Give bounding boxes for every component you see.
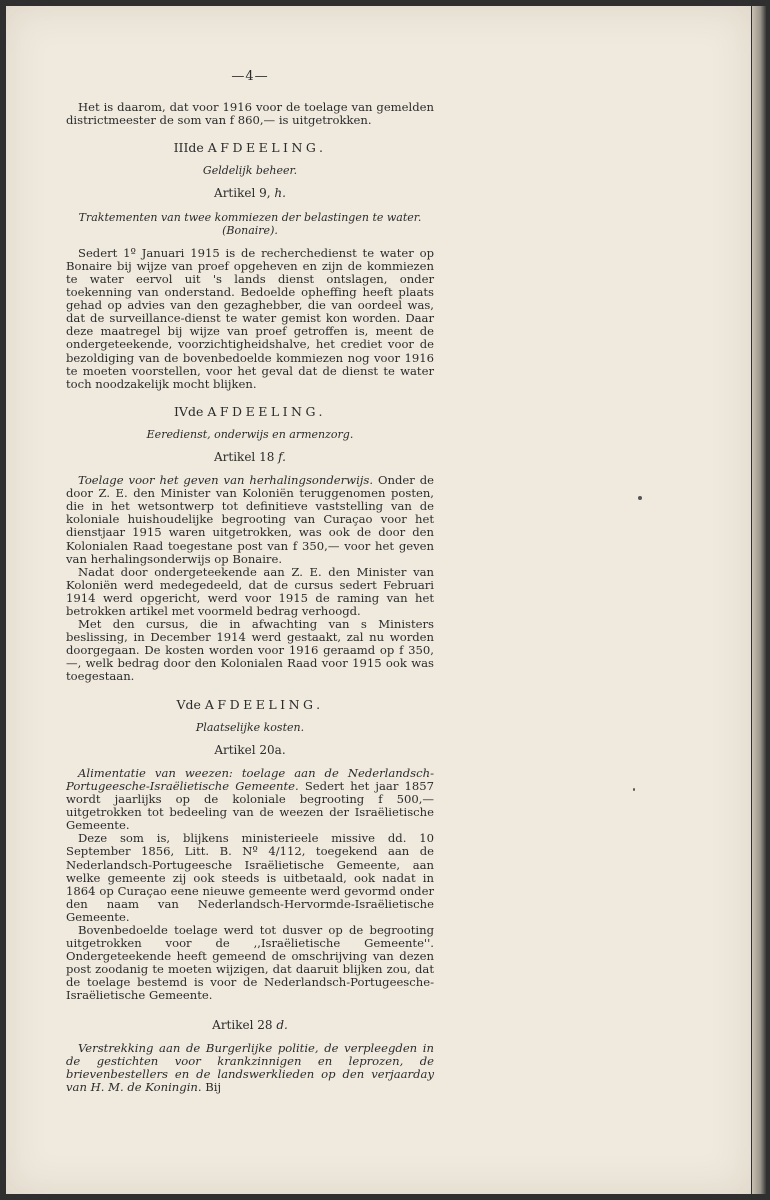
article-heading xyxy=(66,451,434,464)
heading-number: Vde xyxy=(176,696,201,712)
heading-word: AFDEELING. xyxy=(207,140,327,156)
article-letter: h. xyxy=(274,186,286,201)
article-letter: d. xyxy=(276,1017,288,1032)
article-heading xyxy=(66,1019,434,1032)
section-heading-3 xyxy=(66,141,434,154)
article-label: Artikel 9, xyxy=(214,186,271,201)
paragraph-lead: Toelage voor het geven van herhalingsonderwijs. xyxy=(78,473,374,488)
article-label: Artikel 18 xyxy=(213,449,275,464)
paragraph xyxy=(66,474,434,566)
section-heading-4 xyxy=(66,405,434,418)
paragraph: Nadat door ondergeteekende aan Z. E. den Minister van Koloniën werd medegedeeld, dat de cursus sedert Februari 1914 werd opgericht, werd voor 1915 de raming van het betrokken artikel met voormeld bedrag verhoogd. xyxy=(66,564,434,618)
speck-mark xyxy=(633,788,635,791)
speck-mark xyxy=(638,496,642,500)
heading-word: AFDEELING. xyxy=(207,403,327,419)
paragraph: Bovenbedoelde toelage werd tot dusver op de begrooting uitgetrokken voor de ,,Israëlietische Gemeente''. Ondergeteekende heeft gemeend de omschrijving van dezen post zoodanig te moeten wijzigen, dat daaruit blijken zou, dat de toelage bestemd is voor de Nederlandsch-Portugeesche-Israëlietische Gemeente. xyxy=(66,922,434,1003)
item-place: (Bonaire). xyxy=(222,223,278,237)
paragraph: Deze som is, blijkens ministerieele missive dd. 10 September 1856, Litt. B. Nº 4/112, toegekend aan de Nederlandsch-Portugeesche Israëlietische Gemeente, aan welke gemeente zij ook steeds is uitbetaald, ook nadat in 1864 op Curaçao eene nieuwe gemeente werd gevormd onder den naam van Nederlandsch-Hervormde-Israëlietische Gemeente. xyxy=(66,831,434,924)
section-subtitle: Eeredienst, onderwijs en armenzorg. xyxy=(146,427,354,441)
article-heading: Artikel 20a. xyxy=(214,742,286,757)
section-subtitle: Geldelijk beheer. xyxy=(202,164,298,178)
section-subtitle: Plaatselijke kosten. xyxy=(195,720,305,734)
heading-word: AFDEELING. xyxy=(204,696,324,712)
page-edge xyxy=(752,6,766,1194)
paragraph-text: Bij xyxy=(205,1079,222,1094)
heading-number: IVde xyxy=(173,403,204,419)
article-letter: f. xyxy=(278,449,286,464)
paragraph-lead: Verstrekking aan de Burgerlijke politie, de verpleegden in de gestichten voor krankzinnigen en leprozen, de brievenbestellers en de landswerklieden op den verjaarday van H. M. de Koningin. xyxy=(66,1040,434,1094)
heading-number: IIIde xyxy=(173,140,204,156)
document-page xyxy=(6,6,751,1194)
paragraph-text: Sedert het jaar 1857 wordt jaarlijks op de koloniale begrooting f 500,— uitgetrokken tot bedeeling van de weezen der Israëlietische Gemeente. xyxy=(66,778,434,833)
article-heading xyxy=(66,187,434,200)
paragraph xyxy=(66,1042,434,1094)
item-title: Traktementen van twee kommiezen der belastingen te water. xyxy=(78,210,422,224)
paragraph-text: Onder de door Z. E. den Minister van Koloniën teruggenomen posten, die in het wetsontwerp tot definitieve vaststelling van de koloniale huishoudelijke begrooting van Curaçao voor het dienstjaar 1915 waren uitgetrokken, was ook de door den Kolonialen Raad toegestane post van f 350,— voor het geven van herhalingsonderwijs op Bonaire. xyxy=(66,473,435,566)
article-label: Artikel 28 xyxy=(212,1017,273,1032)
intro-paragraph: Het is daarom, dat voor 1916 voor de toelage van gemelden districtmeester de som van f 860,— is uitgetrokken. xyxy=(66,100,434,128)
paragraph: Met den cursus, die in afwachting van s Ministers beslissing, in December 1914 werd gestaakt, zal nu worden doorgegaan. De kosten worden voor 1916 geraamd op f 350,—, welk bedrag door den Kolonialen Raad voor 1915 ook was toegestaan. xyxy=(66,617,434,684)
page-number: —4— xyxy=(231,69,269,84)
paragraph-lead: Alimentatie van weezen: toelage aan de Nederlandsch-Portugeesche-Israëlietische Gemeente. xyxy=(66,765,434,793)
paragraph: Sedert 1º Januari 1915 is de recherchedienst te water op Bonaire bij wijze van proef opgeheven en zijn de kommiezen te water eervol uit 's lands dienst ontslagen, onder toekenning van onderstand. Bedoelde opheffing heeft plaats gehad op advies van den gezaghebber, die van oordeel was, dat de surveillance-dienst te water gemist kon worden. Daar deze maatregel bij wijze van proef getroffen is, meent de ondergeteekende, voorzichtigheidshalve, het crediet voor de bezoldiging van de bovenbedoelde kommiezen nog voor 1916 te moeten voorstellen, voor het geval dat de dienst te water toch noodzakelijk mocht blijken. xyxy=(66,245,434,391)
text-column xyxy=(66,70,434,1094)
section-heading-5 xyxy=(66,698,434,711)
paragraph xyxy=(66,767,434,832)
